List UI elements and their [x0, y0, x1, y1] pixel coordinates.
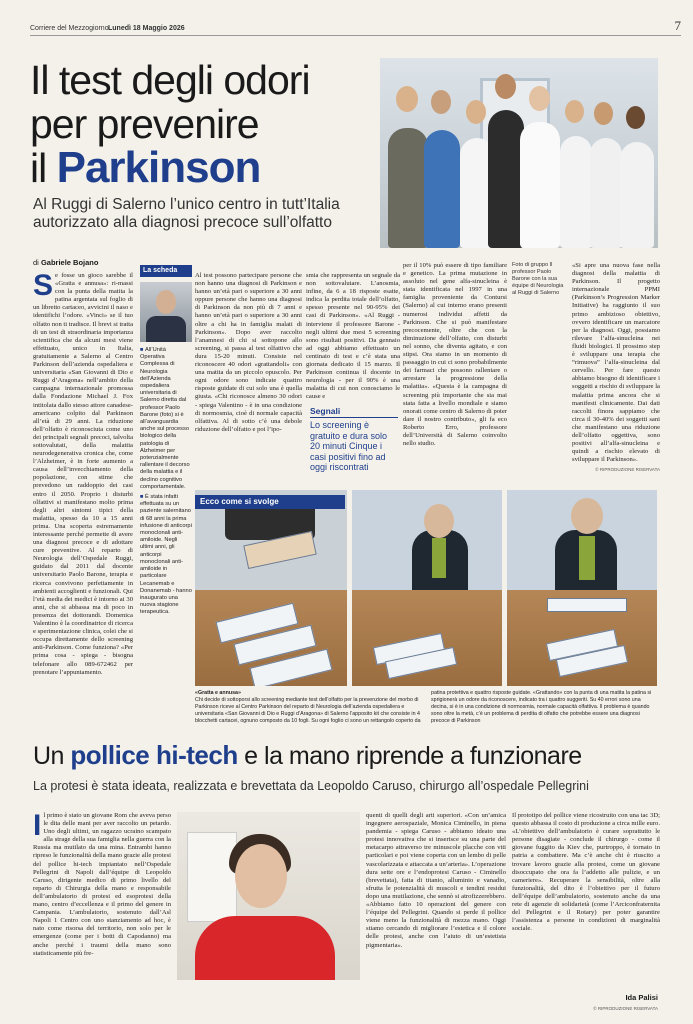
article-column	[33, 812, 171, 1007]
bullet-icon: ■	[140, 347, 146, 353]
gallery-label: Ecco come si svolge	[195, 495, 345, 509]
group-photo	[380, 58, 658, 248]
article-column	[572, 262, 660, 480]
drop-cap: S	[33, 272, 54, 302]
person-head	[156, 290, 176, 314]
caruso-photo	[177, 812, 360, 980]
article-column: quenti di quelli degli arti superiori. «Con un’amica ingegnere aerospaziale, Monica Ciminello, in piena pandemia - spiega Caruso - abbiamo ideato una protesi innovativa che si inserisce su una parte del metacarpo attraverso tre minuscole placche con viti particolari e poi viene coperta con un lembo di pelle vascolarizzata e attaccata a un’arteria». L’operazione dura sette ore e l’endoprotesi Caruso - Ciminello (brevettata), fatta di titanio, alluminio e vanadio, sfrutta le potenzialità di muscoli e tendini residui dopo una mutilazione, che sennò si atrofizzerebbero. «Abbiamo fatto 10 operazioni del genere con l’équipe del Pellegrini. Quando si perde il pollice viene meno la funzionalità di mezza mano. Oggi stiamo cercando di migliorare l’estetica e il colore delle protesi, anche con l’aiuto di un’estetista pigmentaria».	[366, 812, 506, 949]
scarf	[432, 538, 446, 578]
person-head	[431, 90, 451, 114]
sidebar-item-text: È stata infatti effettuata su un paziente salernitano di 68 anni la prima infusione di anticorpi monoclonali anti-amiloide. Negli ultimi anni, gli anticorpi monoclonali anti-amiloide in particolare Lecanemab e Donanemab - hanno inaugurato una nuova stagione terapeutica.	[140, 494, 192, 616]
person-head	[495, 74, 516, 99]
caption-text: Chi decide di sottoporsi allo screening mediante test dell’olfatto per la prevenzione del morbo di Parkinson riceve al Centro Parkinson del reparto di Neurologia dell’azienda ospedaliera e universitaria «San Giovanni di Dio e Ruggi d’Aragona» di Salerno l’apposito kit che consiste in 4 blocchetti cartacei, ognuno composto da 10 fogli. Su ogni foglio ci sono un rettangolo coperto da patina protettiva e quattro risposte guidate. «Grattando» con la punta di una matita la patina si sprigionerà un odore da riconoscere, indicato tra i quattro suggeriti. Su 40 errori sono una decina, si è in una condizione di normosmia, normale capacità olfattiva. Il problema è quando sono oltre la metà, c’è un problema di perdita di olfatto che potrebbe essere una diagnosi precoce di Parkinson	[195, 690, 652, 724]
drop-cap: I	[33, 812, 42, 842]
article-column: smia che rappresenta un segnale da non sottovalutare. L’anosmia, infine, da 6 a 18 risposte esatte, indica la perdita totale dell’olfatto, spesso presente nel 90-95% dei casi di Parkinson». «Al Ruggi - interviene il professore Barone - negli ultimi due mesi 5 screening sono risultati positivi. Da gennaio ad oggi abbiamo effettuato un centinaio di test e c’è stata una giornata dedicato il 15 marzo. Il Parkinson continua il docente in neurologia - per il 90% è una malattia di cui non conosciamo le cause e	[306, 272, 400, 401]
person-figure	[195, 916, 335, 980]
callout-label: Segnali	[310, 406, 398, 418]
wall-poster	[187, 832, 237, 922]
author-signature: Ida Palisi	[625, 993, 658, 1002]
headline-line: Il test degli odori	[30, 57, 310, 103]
scarf	[579, 536, 595, 580]
bullet-icon: ■	[140, 494, 146, 501]
person-head	[571, 498, 603, 534]
person-figure	[488, 110, 524, 248]
byline	[33, 258, 98, 267]
newspaper-name: Corriere del Mezzogiorno	[30, 25, 109, 32]
person-figure	[424, 130, 460, 248]
person-figure	[560, 136, 592, 248]
gallery-photo-1	[195, 490, 347, 686]
copyright-note: © RIPRODUZIONE RISERVATA	[593, 1006, 658, 1011]
article-subhead: Al Ruggi di Salerno l’unico centro in tutt’Italia autorizzato alla diagnosi precoce sull’olfatto	[33, 196, 340, 231]
person-head	[565, 100, 584, 123]
page-number: 7	[674, 18, 681, 33]
author-name: Gabriele Bojano	[40, 258, 99, 267]
headline-fragment: e la mano riprende a funzionare	[237, 742, 582, 770]
column-text: l primo è stato un giovane Rom che aveva perso le dita delle mani per aver raccolto un petardo. Uno degli ultimi, un ragazzo ucraino scampato alla strage della sua famiglia nella guerra con la Russia ma mutilato da una mina. Entrambi hanno ripreso le funzionalità della mano grazie alle protesi del pollice hi-tech impiantato nell’Ospedale Pellegrini di Napoli dall’équipe di Leopoldo Caruso, dirigente medico di primo livello del reparto di Chirurgia della mano e responsabile dell’ambulatorio di protesi ed esoprotesi della mano, centro d’eccellenza e il primo del genere in Campania. L’ambulatorio, sostenuto dall’Asl Napoli 1 Centro con uno stanziamento ad hoc, è nato come risorsa del territorio, non solo per le emergenze (come per i botti di Capodanno) ma anche perché i traumi della mano sono statisticamente più fre-	[33, 812, 171, 957]
headline-fragment: Un	[33, 742, 71, 770]
person-head	[235, 844, 287, 908]
column-text: e fosse un gioco sarebbe il «Gratta e annusa»: ri-massi con la punta della matita la patina argentata sul foglio di un libretto cartaceo, avvicini il naso e identifichi l’odore. «Vinci» se il tuo olfatto non ti tradisce. Il brevi si tratta di un test di straordinaria importanza scientifica che da alcuni mesi viene effettuato, unico in Italia, gratuitamente a Salerno al Centro Parkinson dell’azienda ospedaliera e universitaria «San Giovanni di Dio e Ruggi d’Aragona» nell’ambito della campagna internazionale promossa dalla Fondazione Michael J. Fox intitolata dallo stesso attore canadese-americano colpito dal Parkinson all’età di 29 anni. La riduzione dell’olfatto è riconosciuta come uno dei principali segnali precoci, talvolta sottovalutati, della malattia neurodegenerativa cronica che, come l’Alzheimer, è in forte aumento a causa dell’invecchiamento della popolazione, con stime che prevedono un raddoppio dei casi entro il 2050. Proprio i disturbi olfattivi si manifestano molto prima degli altri sintomi tipici della malattia, spesso da 10 a 15 anni prima. Una scoperta estremamente interessante perché permette di avere una diagnosi precoce e di adottare cure preventive. Al reparto di Neurologia dell’Ospedale Ruggi, guidato dal 2011 dal docente universitario Paolo Barone, terapia e ricerca convivono perfettamente in ambienti accoglienti e funzionali. Qui l’età media dei medici è intorno ai 30 anni, che si abbassa ma di poco in presenza dei dottorandi. Domenica Valentino è la coordinatrice di ricerca e sperimentazione clinica, colei che si occupa direttamente dello screening anti-Parkinson. Come funziona? «Per prima cosa - spiega - bisogna telefonare allo 089-672462 per prenotare l’appuntamento.	[33, 272, 133, 676]
person-figure	[620, 142, 654, 248]
sidebar-item-text: All’Unità Operativa Complessa di Neurologia dell’Azienda ospedaliera universitaria di Salerno diretta dal professor Paolo Barone (foto) si è all’avanguardia anche sul processo biologico della patologia di Alzheimer per potenzialmente rallentare il decorso della malattia e il declino cognitivo comportamentale.	[140, 347, 190, 490]
article-subhead-2: La protesi è stata ideata, realizzata e brevettata da Leopoldo Caruso, chirurgo all’ospedale Pellegrini	[33, 779, 589, 793]
headline-keyword: pollice hi-tech	[70, 740, 238, 770]
sidebar-text	[140, 347, 192, 617]
person-figure	[146, 316, 186, 342]
photo-caption: Foto di gruppo Il professor Paolo Barone con la sua équipe di Neurologia al Ruggi di Salerno	[512, 262, 564, 296]
headline-line: per prevenire	[30, 101, 259, 147]
sidebar-title: La scheda	[140, 265, 192, 277]
page-header	[30, 18, 681, 36]
gallery-photo-3	[507, 490, 657, 686]
copyright-note: © RIPRODUZIONE RISERVATA	[595, 467, 660, 473]
person-head	[594, 102, 613, 125]
sidebar-item	[140, 347, 192, 491]
article-column: Al test possono partecipare persone che non hanno una diagnosi di Parkinson e hanno un’età pari o superiore a 30 anni oppure persone che hanno una diagnosi di Parkinson da non più di 7 anni e hanno un’età pari o superiore a 30 anni oltre a chi ha in famiglia malati di Parkinson». Dopo aver raccolto l’anamnesi di chi si sottopone allo screening, si passa al test olfattivo che dura 15-20 minuti. Consiste nel riconoscere 40 odori «grattandoli» con una matita da un piccolo opuscolo. Per ogni odore sono indicate quattro risposte guidate di cui solo una è quella giusta. «Chi riconosce almeno 30 odori - spiega Valentino - è in una condizione di normosmia, cioè di normale capacità olfattiva. Al di sotto c’è una debole riduzione dell’olfatto e poi l’ipo-	[195, 272, 302, 433]
person-head	[424, 504, 454, 538]
person-figure	[590, 138, 622, 248]
person-figure	[520, 122, 560, 248]
issue-date: Lunedì 18 Maggio 2026	[108, 25, 185, 32]
article-headline	[30, 58, 370, 190]
barone-photo	[140, 282, 192, 342]
person-head	[529, 86, 550, 111]
person-head	[466, 100, 486, 124]
byline-prefix: di	[33, 258, 39, 267]
article-column: per il 10% può essere di tipo familiare e genetico. La prima mutazione in assoluto nel gene alfa-sinucleina è stata identificata nel 1997 in una famiglia proveniente da Contursi (Salerno) al cui interno erano presenti numerosi individui affetti da Parkinson. Che si può manifestare precocemente, oltre che con la diminuzione dell’olfatto, con disturbi nel sonno, che diventa agitato, e con stipsi. Ora siamo in un momento di passaggio in cui ci sono probabilmente dei farmaci che possono rallentare o arrestare la progressione della malattia». «Questa è la campagna di screening più importante che sia mai stata fatta a livello mondiale e siamo onorati come centro di Salerno di poter dare il nostro contributo», gli fa eco Roberto Erro, professore dell’Università di Salerno coinvolto nello studio.	[403, 262, 507, 448]
headline-keyword: Parkinson	[56, 143, 261, 192]
callout-box	[310, 406, 398, 473]
gallery-caption	[195, 690, 659, 725]
article-column: Il prototipo del pollice viene ricostruito con una tac 3D; questo abbassa il costo di produzione a circa mille euro. «L’obiettivo dell’ambulatorio è curare soprattutto le persone disagiate - conclude il chirurgo - come il giovane fuggito da Kiev che, purtroppo, è tornato in patria a combattere. Ma c’è anche chi è riuscito a trovare lavoro grazie alla protesi, come un giovane disoccupato che ora fa l’addetto alle pulizie, e un cameriere». Recuperare la sensibilità, oltre alla funzionalità, del dito è l’obiettivo per il futuro dell’équipe dell’ambulatorio, sostenuto anche da una rete di agenzie di solidarietà (come l’Arciconfraternita del Pellegrini e il Rotary) per poter garantire l’assistenza a persone in condizioni di marginalità sociale.	[512, 812, 660, 933]
sidebar-item	[140, 494, 192, 616]
person-figure	[388, 128, 428, 248]
article-column	[33, 272, 133, 684]
column-text: «Si apre una nuova fase nella diagnosi della malattia di Parkinson. Il progetto internazionale PPMI (Parkinson’s Progression Marker Initiative) ha raggiunto il suo primo ambizioso obiettivo, ovvero identificare un marcatore per la diagnosi. Oggi, possiamo rilevare l’alfa-sinucleina nei fluidi biologici. Il prossimo step è sviluppare una terapia che “rimuova” l’alfa-sinucleina dal cervello. Per fare questo abbiamo bisogno di identificare i soggetti a rischio di sviluppare la malattia prima ancora che si manifesti clinicamente. Dai dati raccolti finora sappiamo che circa il 30-40% dei soggetti sani che manifestano una riduzione dell’olfatto oggettiva, sono positivi all’alfa-sinucleina e quindi a rischio elevato di sviluppare il Parkinson».	[572, 262, 660, 464]
headline-fragment: il	[30, 145, 57, 191]
headline-line	[30, 143, 370, 192]
callout-text: Lo screening è gratuito e dura solo 20 minuti Cinque i casi positivi fino ad oggi riscontrati	[310, 420, 388, 472]
caption-title: «Gratta e annusa»	[195, 690, 241, 696]
person-head	[396, 86, 418, 112]
test-booklet	[547, 598, 627, 612]
article-headline-2	[33, 740, 663, 771]
gallery-photo-2	[352, 490, 502, 686]
person-head	[626, 106, 645, 129]
